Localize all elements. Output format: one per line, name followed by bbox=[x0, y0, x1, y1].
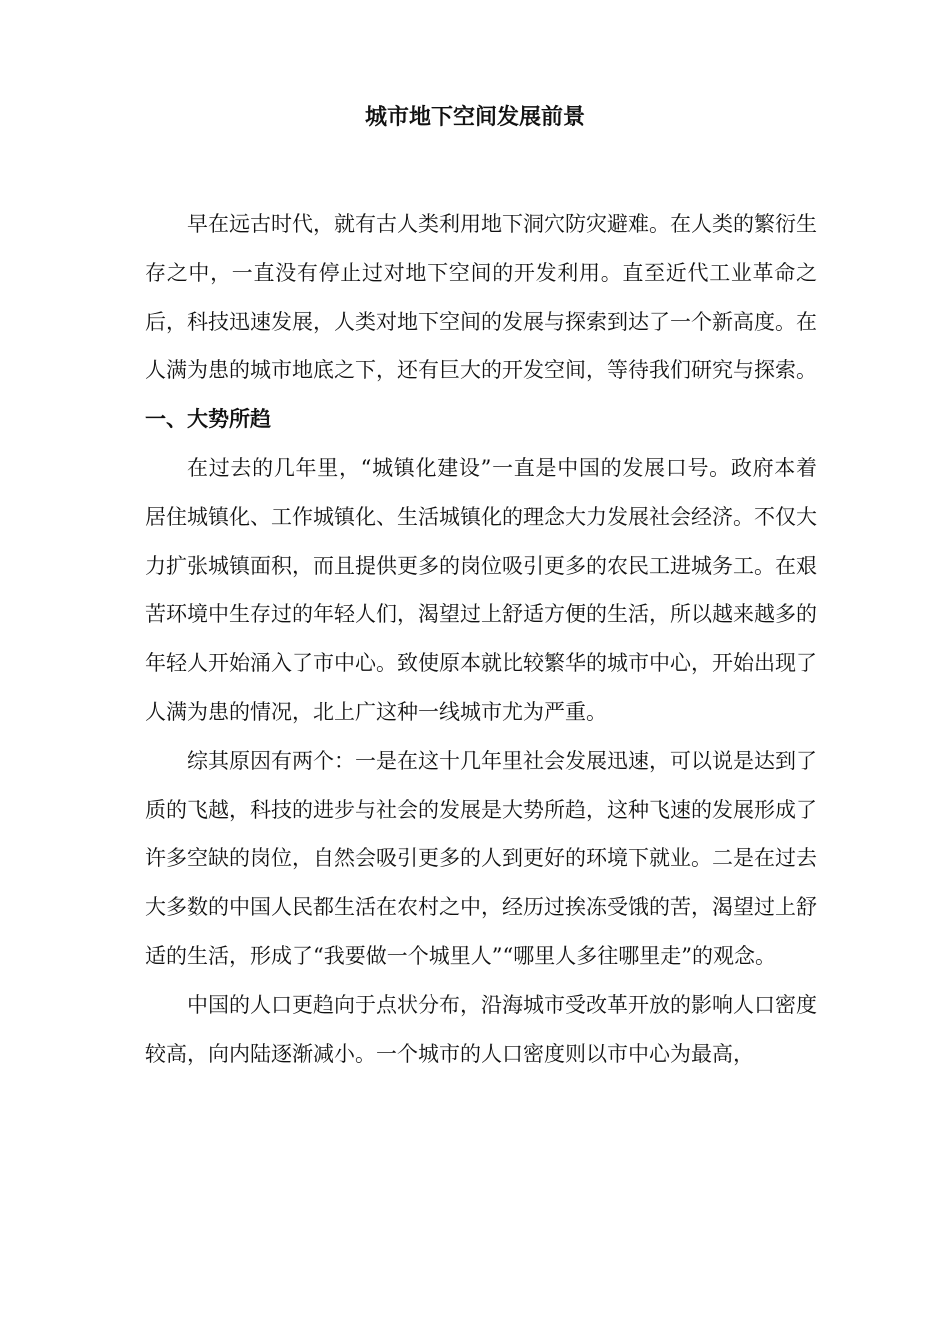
document-title: 城市地下空间发展前景 bbox=[364, 104, 585, 130]
intro-paragraph: 早在远古时代，就有古人类利用地下洞穴防灾避难。在人类的繁衍生存之中，一直没有停止过对地下空间的开发利用。直至近代工业革命之后，科技迅速发展，人类对地下空间的发展与探索到达了一个新高度。在人满为患的城市地底之下，还有巨大的开发空间，等待我们研究与探索。 bbox=[145, 212, 817, 383]
section-paragraph-1: 在过去的几年里，“城镇化建设”一直是中国的发展口号。政府本着居住城镇化、工作城镇化、生活城镇化的理念大力发展社会经济。不仅大力扩张城镇面积，而且提供更多的岗位吸引更多的农民工进城务工。在艰苦环境中生存过的年轻人们，渴望过上舒适方便的生活，所以越来越多的年轻人开始涌入了市中心。致使原本就比较繁华的城市中心，开始出现了人满为患的情况，北上广这种一线城市尤为严重。 bbox=[145, 455, 817, 724]
section-paragraph-2: 综其原因有两个：一是在这十几年里社会发展迅速，可以说是达到了质的飞越，科技的进步与社会的发展是大势所趋，这种飞速的发展形成了许多空缺的岗位，自然会吸引更多的人到更好的环境下就业。二是在过去大多数的中国人民都生活在农村之中，经历过挨冻受饿的苦，渴望过上舒适的生活，形成了“我要做一个城里人”“哪里人多往哪里走”的观念。 bbox=[145, 748, 817, 968]
document-body bbox=[145, 200, 817, 1078]
section-paragraph-3: 中国的人口更趋向于点状分布，沿海城市受改革开放的影响人口密度较高，向内陆逐渐减小。一个城市的人口密度则以市中心为最高， bbox=[145, 992, 817, 1066]
section-heading: 一、大势所趋 bbox=[145, 406, 271, 432]
